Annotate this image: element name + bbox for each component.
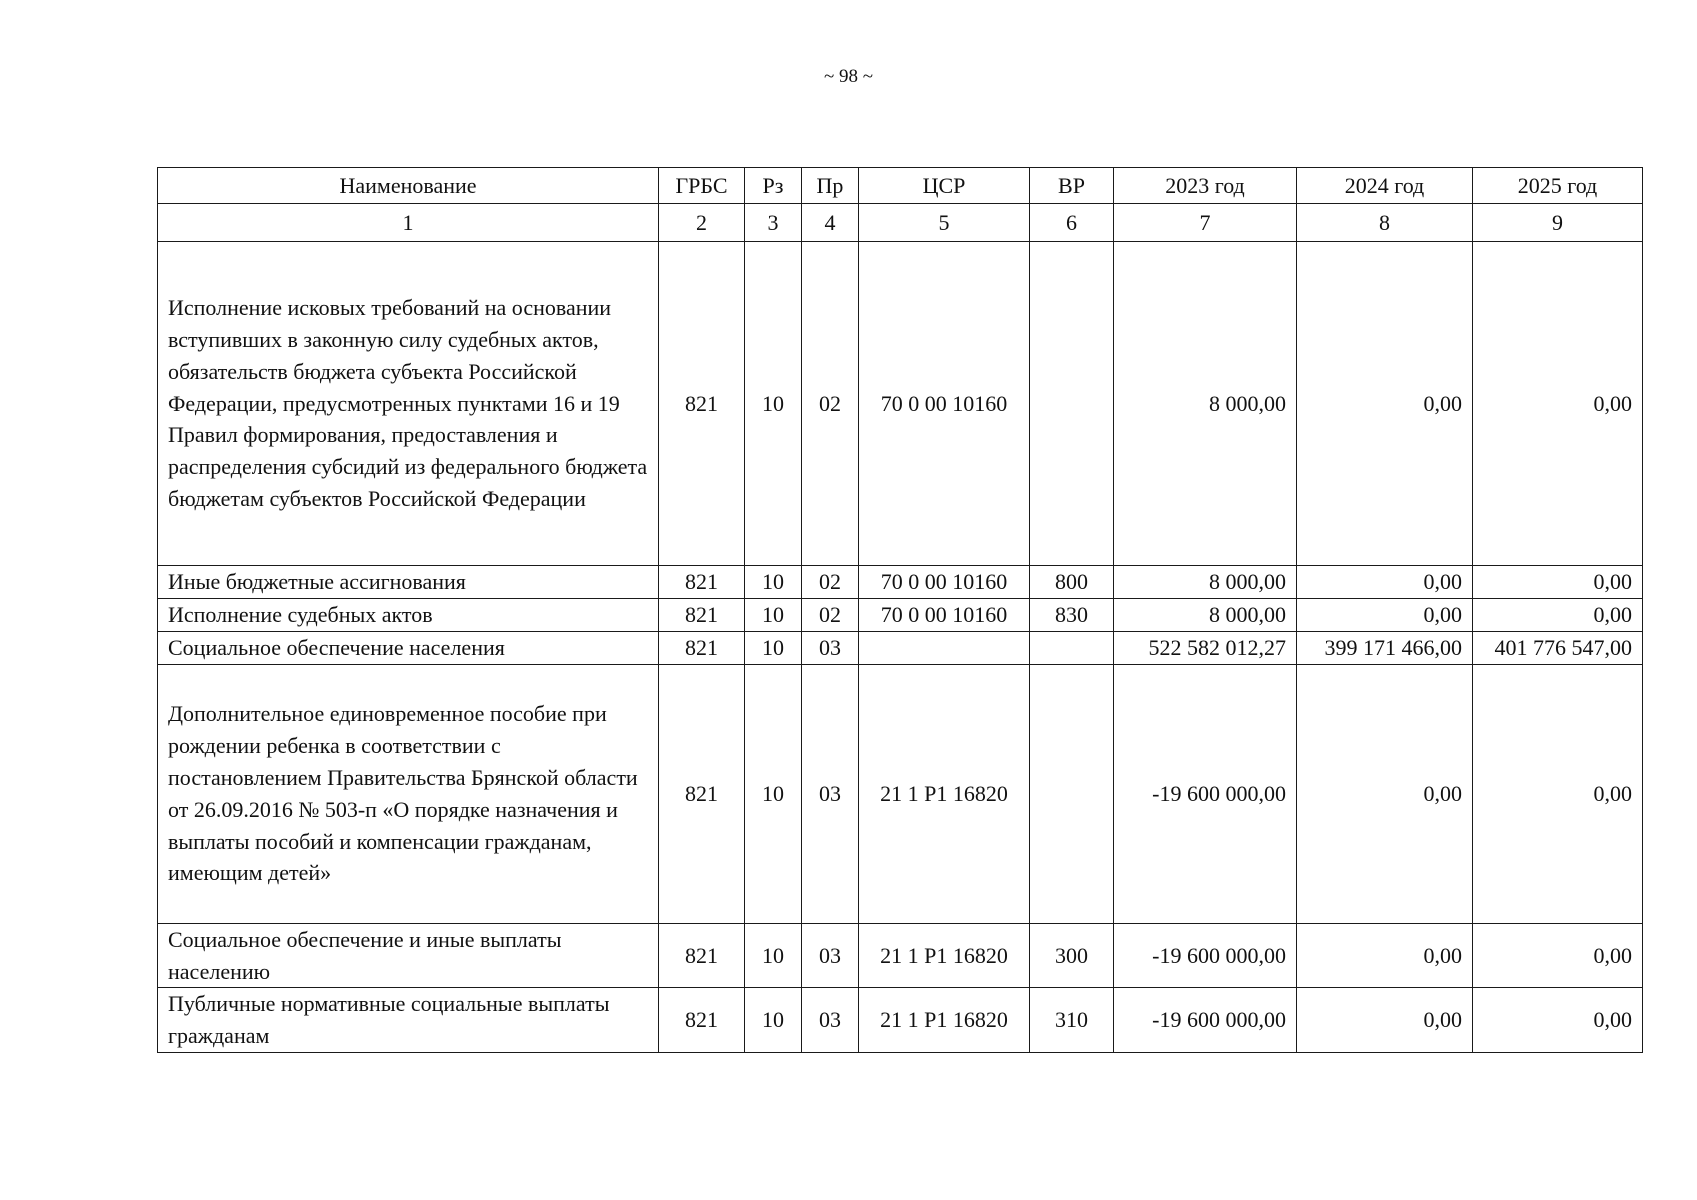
row-rz: 10 [745, 923, 802, 988]
row-name: Публичные нормативные социальные выплаты гражданам [158, 988, 659, 1053]
row-rz: 10 [745, 631, 802, 664]
column-index: 5 [859, 204, 1030, 242]
header-rz: Рз [745, 168, 802, 204]
header-name: Наименование [158, 168, 659, 204]
row-grbs: 821 [659, 988, 745, 1053]
row-vr [1030, 242, 1114, 566]
row-name: Социальное обеспечение населения [158, 631, 659, 664]
row-csr: 21 1 P1 16820 [859, 923, 1030, 988]
header-row [158, 168, 1643, 204]
row-2025: 0,00 [1473, 566, 1643, 599]
row-vr [1030, 664, 1114, 923]
row-2025: 0,00 [1473, 242, 1643, 566]
row-pr: 03 [802, 664, 859, 923]
column-index: 4 [802, 204, 859, 242]
row-name: Исполнение судебных актов [158, 598, 659, 631]
budget-table [157, 167, 1643, 1053]
header-pr: Пр [802, 168, 859, 204]
row-name: Социальное обеспечение и иные выплаты населению [158, 923, 659, 988]
row-2023: 8 000,00 [1114, 242, 1297, 566]
row-vr: 300 [1030, 923, 1114, 988]
row-grbs: 821 [659, 598, 745, 631]
row-2023: -19 600 000,00 [1114, 988, 1297, 1053]
row-rz: 10 [745, 664, 802, 923]
row-rz: 10 [745, 566, 802, 599]
row-grbs: 821 [659, 566, 745, 599]
header-2023: 2023 год [1114, 168, 1297, 204]
column-index: 2 [659, 204, 745, 242]
row-rz: 10 [745, 242, 802, 566]
header-2025: 2025 год [1473, 168, 1643, 204]
table-row [158, 923, 1643, 988]
row-vr [1030, 631, 1114, 664]
row-csr: 70 0 00 10160 [859, 566, 1030, 599]
header-csr: ЦСР [859, 168, 1030, 204]
row-name: Исполнение исковых требований на основании вступивших в законную силу судебных актов, обязательств бюджета субъекта Российской Федерации, предусмотренных пунктами 16 и 19 Правил формирования, предоставления и распределения субсидий из федерального бюджета бюджетам субъектов Российской Федерации [158, 242, 659, 566]
column-index: 6 [1030, 204, 1114, 242]
row-2023: 522 582 012,27 [1114, 631, 1297, 664]
row-pr: 03 [802, 923, 859, 988]
column-index: 7 [1114, 204, 1297, 242]
row-name: Дополнительное единовременное пособие при рождении ребенка в соответствии с постановлением Правительства Брянской области от 26.09.2016 № 503-п «О порядке назначения и выплаты пособий и компенсации гражданам, имеющим детей» [158, 664, 659, 923]
row-2025: 0,00 [1473, 923, 1643, 988]
header-vr: ВР [1030, 168, 1114, 204]
row-grbs: 821 [659, 631, 745, 664]
row-2024: 0,00 [1297, 242, 1473, 566]
row-2024: 0,00 [1297, 664, 1473, 923]
row-2023: -19 600 000,00 [1114, 664, 1297, 923]
page-number: ~ 98 ~ [823, 66, 874, 87]
table-row [158, 566, 1643, 599]
row-csr: 70 0 00 10160 [859, 242, 1030, 566]
row-pr: 02 [802, 566, 859, 599]
table-row [158, 631, 1643, 664]
row-pr: 02 [802, 598, 859, 631]
row-2025: 0,00 [1473, 988, 1643, 1053]
row-2025: 401 776 547,00 [1473, 631, 1643, 664]
row-grbs: 821 [659, 923, 745, 988]
row-2023: 8 000,00 [1114, 566, 1297, 599]
row-2024: 0,00 [1297, 988, 1473, 1053]
row-2024: 0,00 [1297, 566, 1473, 599]
column-index: 9 [1473, 204, 1643, 242]
row-grbs: 821 [659, 242, 745, 566]
row-2024: 0,00 [1297, 598, 1473, 631]
row-vr: 310 [1030, 988, 1114, 1053]
row-vr: 800 [1030, 566, 1114, 599]
table-row [158, 598, 1643, 631]
row-csr [859, 631, 1030, 664]
row-grbs: 821 [659, 664, 745, 923]
table-row [158, 988, 1643, 1053]
row-2025: 0,00 [1473, 598, 1643, 631]
row-name: Иные бюджетные ассигнования [158, 566, 659, 599]
row-rz: 10 [745, 598, 802, 631]
row-csr: 21 1 P1 16820 [859, 664, 1030, 923]
column-index: 1 [158, 204, 659, 242]
header-2024: 2024 год [1297, 168, 1473, 204]
table-row [158, 242, 1643, 566]
header-grbs: ГРБС [659, 168, 745, 204]
column-index: 3 [745, 204, 802, 242]
row-pr: 02 [802, 242, 859, 566]
row-vr: 830 [1030, 598, 1114, 631]
row-csr: 70 0 00 10160 [859, 598, 1030, 631]
row-rz: 10 [745, 988, 802, 1053]
row-2025: 0,00 [1473, 664, 1643, 923]
row-2024: 399 171 466,00 [1297, 631, 1473, 664]
row-2024: 0,00 [1297, 923, 1473, 988]
table-row [158, 664, 1643, 923]
column-index: 8 [1297, 204, 1473, 242]
row-2023: 8 000,00 [1114, 598, 1297, 631]
column-index-row [158, 204, 1643, 242]
row-csr: 21 1 P1 16820 [859, 988, 1030, 1053]
row-2023: -19 600 000,00 [1114, 923, 1297, 988]
row-pr: 03 [802, 631, 859, 664]
row-pr: 03 [802, 988, 859, 1053]
